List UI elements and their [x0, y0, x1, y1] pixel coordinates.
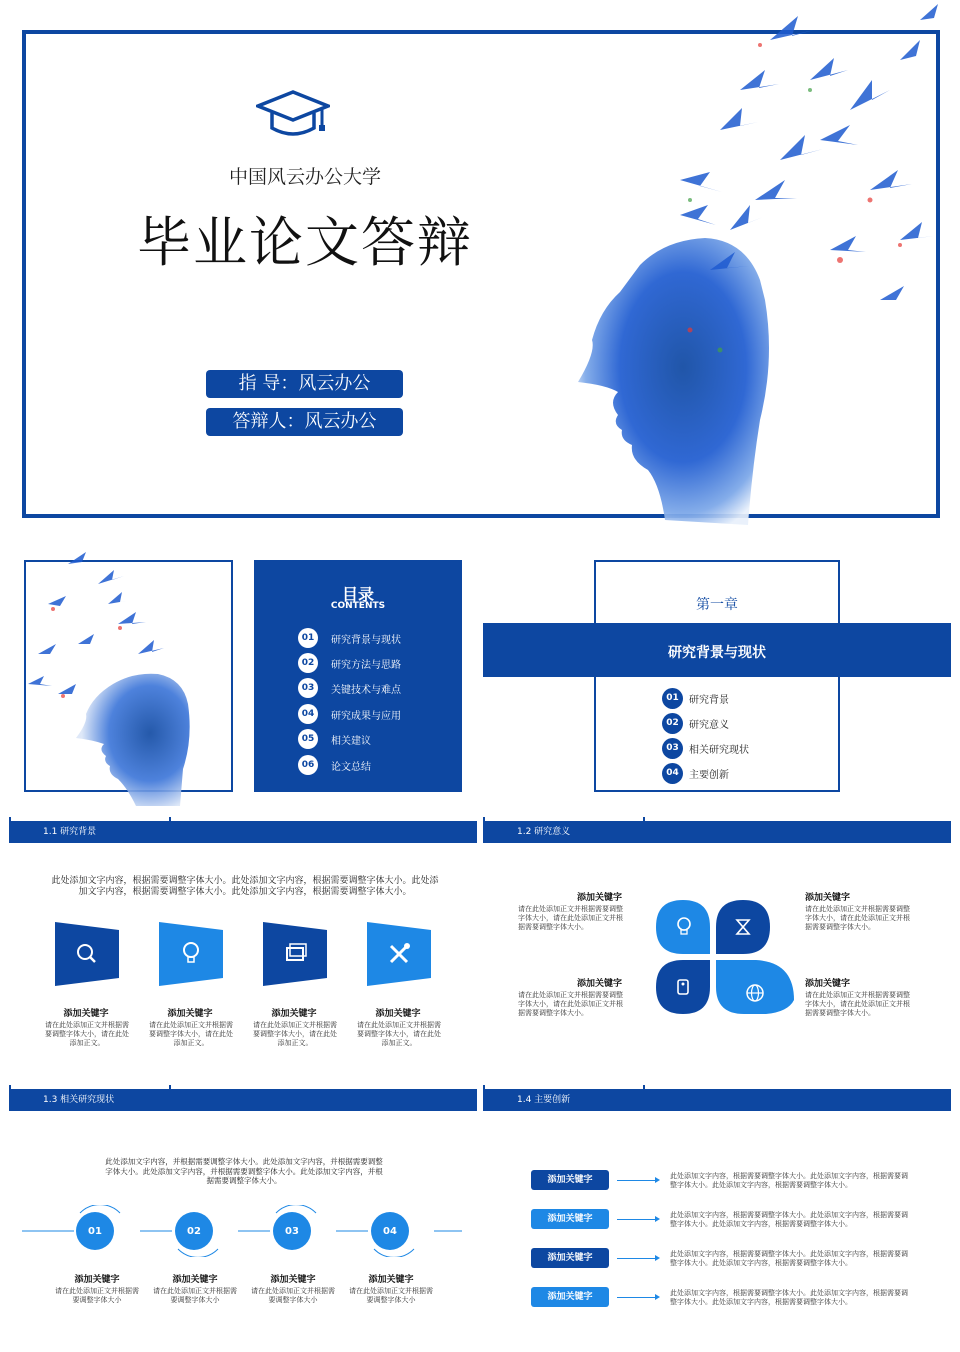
section-header-label: 1.4 主要创新 [517, 1095, 571, 1105]
chapter-item-number: 02 [662, 713, 683, 734]
chapter-item-2[interactable] [662, 713, 729, 733]
section-header-label: 1.1 研究背景 [43, 827, 97, 837]
graduation-cap-icon [256, 88, 330, 138]
arrow-line [617, 1180, 656, 1181]
item-description: 请在此处添加正文并根据需要调整字体大小，请在此处添加正文并根据需要调整字体大小。 [805, 905, 910, 931]
item-description: 请在此处添加正文并根据需要调整字体大小，请在此处添加正文并根据需要调整字体大小。 [518, 905, 623, 931]
toc-title: 目录 [341, 585, 374, 604]
chapter-item-label: 研究意义 [689, 719, 729, 731]
arrow-right-icon [655, 1177, 660, 1183]
chapter-item-label: 主要创新 [689, 769, 729, 781]
toc-item-label: 研究方法与思路 [331, 659, 401, 671]
chapter-item-label: 相关研究现状 [689, 744, 749, 756]
step-marker: 01 [76, 1212, 114, 1250]
page-title: 毕业论文答辩 [137, 211, 473, 274]
advisor-label: 指 导：风云办公 [206, 370, 403, 398]
toc-item-1[interactable] [298, 628, 401, 648]
arrow-line [617, 1219, 656, 1220]
step-marker: 04 [371, 1212, 409, 1250]
card-keyword: 添加关键字 [271, 1009, 317, 1019]
arrow-right-icon [655, 1216, 660, 1222]
toc-item-number: 01 [298, 628, 318, 648]
toc-item-label: 论文总结 [331, 761, 371, 773]
chapter-item-number: 03 [662, 738, 683, 759]
clover-diagram [656, 900, 796, 1015]
row-text: 此处添加文字内容，根据需要调整字体大小。此处添加文字内容，根据需要调整字体大小。此处添加文字内容，根据需要调整字体大小。 [670, 1289, 908, 1306]
card-shape [263, 922, 327, 986]
item-description: 请在此处添加正文并根据需要调整字体大小，请在此处添加正文并根据需要调整字体大小。 [518, 991, 623, 1017]
keyword-box: 添加关键字 [531, 1209, 609, 1229]
card-keyword: 添加关键字 [63, 1009, 109, 1019]
toc-item-number: 06 [298, 755, 318, 775]
card-shape [367, 922, 431, 986]
section-header-label: 1.3 相关研究现状 [43, 1095, 115, 1105]
chapter-item-number: 04 [662, 763, 683, 784]
step-description: 请在此处添加正文并根据需要调整字体大小 [55, 1287, 139, 1304]
toc-item-6[interactable] [298, 755, 371, 775]
arrow-line [617, 1297, 656, 1298]
item-description: 请在此处添加正文并根据需要调整字体大小，请在此处添加正文并根据需要调整字体大小。 [805, 991, 910, 1017]
toc-item-label: 研究成果与应用 [331, 710, 401, 722]
toc-item-number: 04 [298, 704, 318, 724]
card-keyword: 添加关键字 [375, 1009, 421, 1019]
card-description: 请在此处添加正文并根据需要调整字体大小，请在此处添加正文。 [45, 1021, 129, 1047]
toc-item-number: 02 [298, 653, 318, 673]
keyword-box: 添加关键字 [531, 1248, 609, 1268]
card-description: 请在此处添加正文并根据需要调整字体大小，请在此处添加正文。 [357, 1021, 441, 1047]
keyword-box: 添加关键字 [531, 1170, 609, 1190]
step-marker: 02 [175, 1212, 213, 1250]
chapter-item-number: 01 [662, 688, 683, 709]
card-keyword: 添加关键字 [167, 1009, 213, 1019]
card-shape [55, 922, 119, 986]
row-text: 此处添加文字内容，根据需要调整字体大小。此处添加文字内容，根据需要调整字体大小。此处添加文字内容，根据需要调整字体大小。 [670, 1250, 908, 1267]
step-keyword: 添加关键字 [270, 1275, 316, 1285]
chapter-item-3[interactable] [662, 738, 749, 758]
toc-item-number: 05 [298, 729, 318, 749]
step-marker: 03 [273, 1212, 311, 1250]
step-keyword: 添加关键字 [368, 1275, 414, 1285]
toc-item-number: 03 [298, 678, 318, 698]
head-birds-illustration [8, 544, 218, 809]
step-keyword: 添加关键字 [172, 1275, 218, 1285]
chapter-item-4[interactable] [662, 763, 729, 783]
section-intro-text: 此处添加文字内容，根据需要调整字体大小。此处添加文字内容，根据需要调整字体大小。此处添加文字内容，根据需要调整字体大小。此处添加文字内容，根据需要调整字体大小。 [51, 876, 439, 897]
toc-item-4[interactable] [298, 704, 401, 724]
arrow-line [617, 1258, 656, 1259]
toc-item-3[interactable] [298, 678, 401, 698]
toc-item-label: 相关建议 [331, 735, 371, 747]
chapter-number: 第一章 [696, 597, 738, 613]
keyword-box: 添加关键字 [531, 1287, 609, 1307]
card-shape [159, 922, 223, 986]
toc-item-label: 研究背景与现状 [331, 634, 401, 646]
head-birds-illustration [570, 0, 960, 540]
section-intro-text: 此处添加文字内容，并根据需要调整字体大小。此处添加文字内容，并根据需要调整字体大小。此处添加文字内容，并根据需要调整字体大小。此处添加文字内容，并根据需要调整字体大小。 [105, 1157, 383, 1185]
school-name: 中国风云办公大学 [228, 166, 381, 188]
step-description: 请在此处添加正文并根据需要调整字体大小 [349, 1287, 433, 1304]
item-keyword: 添加关键字 [805, 893, 851, 903]
toc-subtitle: CONTENTS [330, 601, 386, 611]
chapter-item-label: 研究背景 [689, 694, 729, 706]
toc-item-label: 关键技术与难点 [331, 684, 401, 696]
chapter-title: 研究背景与现状 [668, 645, 766, 661]
row-text: 此处添加文字内容，根据需要调整字体大小。此处添加文字内容，根据需要调整字体大小。此处添加文字内容，根据需要调整字体大小。 [670, 1172, 908, 1189]
item-keyword: 添加关键字 [576, 893, 622, 903]
card-description: 请在此处添加正文并根据需要调整字体大小，请在此处添加正文。 [253, 1021, 337, 1047]
defender-label: 答辩人：风云办公 [206, 408, 403, 436]
card-description: 请在此处添加正文并根据需要调整字体大小，请在此处添加正文。 [149, 1021, 233, 1047]
step-keyword: 添加关键字 [74, 1275, 120, 1285]
item-keyword: 添加关键字 [576, 979, 622, 989]
section-header-label: 1.2 研究意义 [517, 827, 571, 837]
step-description: 请在此处添加正文并根据需要调整字体大小 [251, 1287, 335, 1304]
toc-item-5[interactable] [298, 729, 371, 749]
step-description: 请在此处添加正文并根据需要调整字体大小 [153, 1287, 237, 1304]
row-text: 此处添加文字内容，根据需要调整字体大小。此处添加文字内容，根据需要调整字体大小。此处添加文字内容，根据需要调整字体大小。 [670, 1211, 908, 1228]
chapter-item-1[interactable] [662, 688, 729, 708]
item-keyword: 添加关键字 [805, 979, 851, 989]
arrow-right-icon [655, 1294, 660, 1300]
arrow-right-icon [655, 1255, 660, 1261]
toc-item-2[interactable] [298, 653, 401, 673]
